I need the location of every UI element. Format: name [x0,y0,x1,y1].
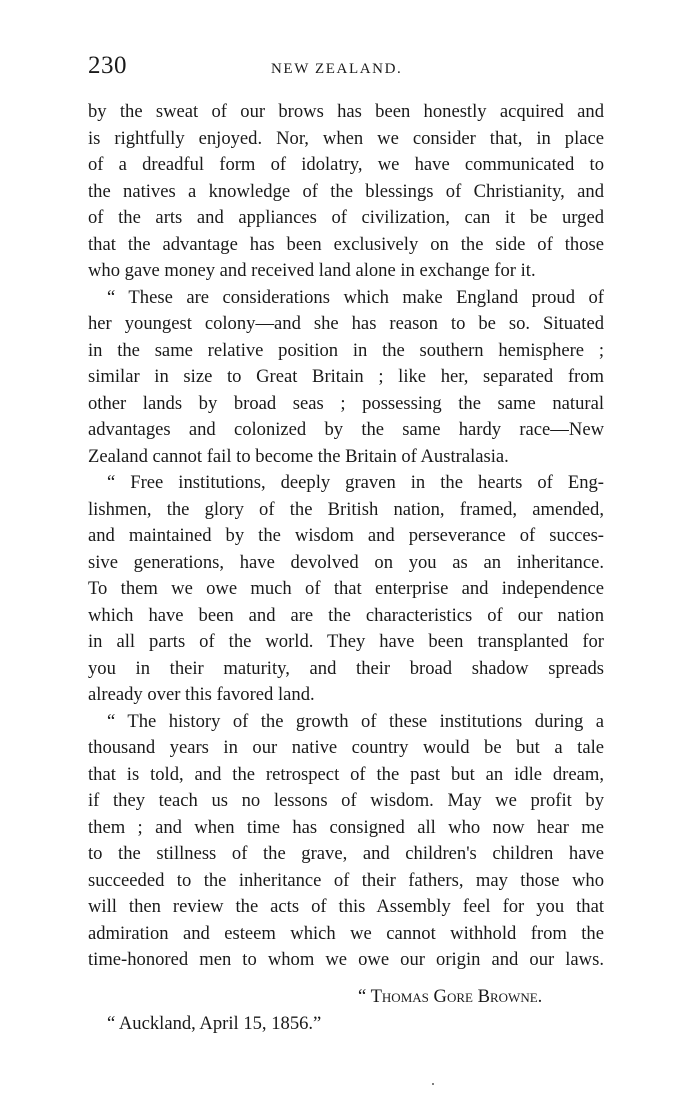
text-line: advantages and colonized by the same hardy race—New [88,419,604,440]
text-line: them ; and when time has consigned all who now hear me [88,816,604,838]
text-line: Zealand cannot fail to become the Britain of Australasia. [88,445,509,467]
page-number: 230 [88,52,127,79]
text-line: her youngest colony—and she has reason to be so. Situated [88,313,604,334]
text-line: sive generations, have devolved on you as an inheritance. [88,551,604,573]
signature: “ Thomas Gore Browne. [358,986,543,1007]
running-head: NEW ZEALAND. [271,61,403,77]
text-line: of the arts and appliances of civilization, can it be urged [88,207,604,228]
text-line: already over this favored land. [88,684,315,705]
paragraph-first-line: “ The history of the growth of these institutions during a [107,710,604,732]
page-header [88,52,608,86]
text-line: who gave money and received land alone in exchange for it. [88,260,536,281]
text-line: thousand years in our native country would be but a tale [88,737,604,758]
text-line: the natives a knowledge of the blessings of Christianity, and [88,180,604,202]
text-line: which have been and are the characteristics of our nation [88,604,604,626]
text-line: if they teach us no lessons of wisdom. May we profit by [88,790,604,811]
text-line: time-honored men to whom we owe our origin and our laws. [88,949,604,970]
paragraph-first-line: “ Free institutions, deeply graven in the hearts of Eng- [107,472,604,493]
print-speck [432,1083,434,1085]
text-line: of a dreadful form of idolatry, we have communicated to [88,154,604,175]
text-line: by the sweat of our brows has been honestly acquired and [88,101,604,122]
text-line: succeeded to the inheritance of their fathers, may those who [88,869,604,891]
paragraph-first-line: “ These are considerations which make England proud of [107,286,604,308]
text-line: in all parts of the world. They have been transplanted for [88,631,604,652]
text-line: will then review the acts of this Assembly feel for you that [88,896,604,917]
text-line: that the advantage has been exclusively on the side of those [88,233,604,255]
text-line: in the same relative position in the southern hemisphere ; [88,339,604,361]
text-line: similar in size to Great Britain ; like her, separated from [88,366,604,387]
text-line: that is told, and the retrospect of the past but an idle dream, [88,763,604,785]
body-text [88,99,604,974]
text-line: you in their maturity, and their broad shadow spreads [88,657,604,679]
text-line: other lands by broad seas ; possessing the same natural [88,392,604,414]
text-line: To them we owe much of that enterprise and independence [88,578,604,599]
dateline: “ Auckland, April 15, 1856.” [107,1013,322,1034]
text-line: to the stillness of the grave, and children's children have [88,843,604,864]
text-line: is rightfully enjoyed. Nor, when we consider that, in place [88,127,604,149]
text-line: lishmen, the glory of the British nation, framed, amended, [88,498,604,520]
text-line: admiration and esteem which we cannot withhold from the [88,922,604,944]
text-line: and maintained by the wisdom and perseverance of succes- [88,525,604,546]
